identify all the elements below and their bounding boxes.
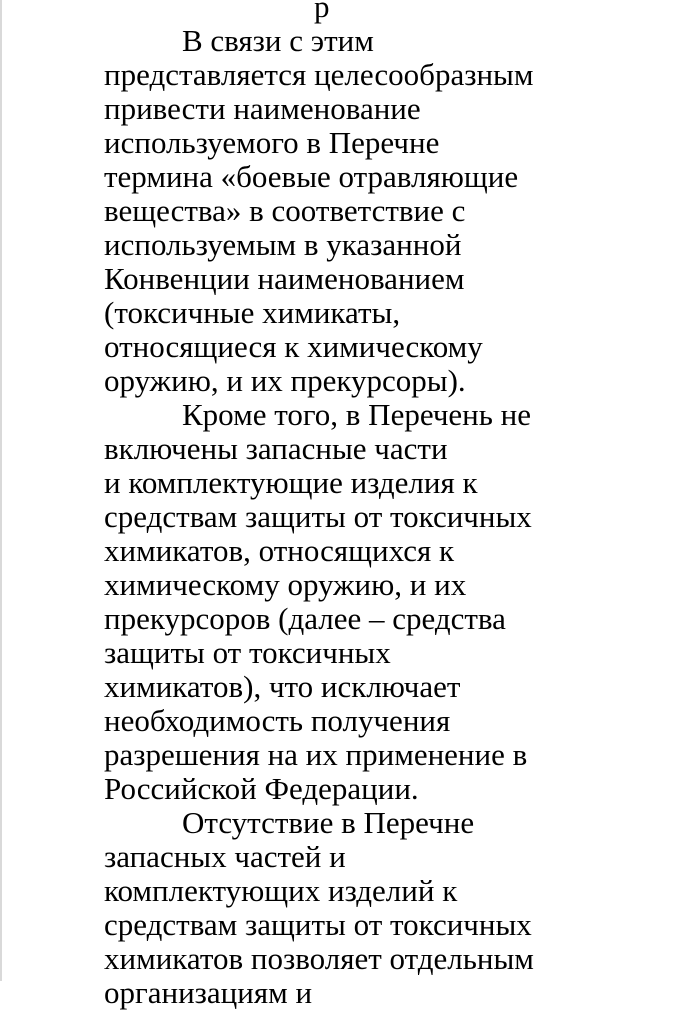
paragraph-line: Отсутствие в Перечне (182, 805, 475, 840)
paragraph-line: прекурсоров (далее – средства (104, 601, 506, 636)
paragraph-line: Российской Федерации. (104, 771, 419, 806)
paragraph-line: химическому оружию, и их (104, 567, 467, 602)
paragraph-line: средствам защиты от токсичных (104, 499, 532, 534)
paragraph-line: вещества» в соответствие с (104, 193, 466, 228)
top-cut-line: р (314, 0, 330, 24)
paragraph-line: защиты от токсичных (104, 635, 391, 670)
paragraph-line: химикатов, относящихся к (104, 533, 455, 568)
paragraph-line: относящиеся к химическому (104, 329, 483, 364)
paragraph-2 (104, 398, 624, 806)
paragraph-line: используемым в указанной (104, 227, 462, 262)
paragraph-line: Конвенции наименованием (104, 261, 465, 296)
paragraph-line: химикатов), что исключает (104, 669, 461, 704)
paragraph-line: представляется целесообразным (104, 57, 534, 92)
paragraph-line: необходимость получения (104, 703, 451, 738)
paragraph-line: оружию, и их прекурсоры). (104, 363, 466, 398)
paragraph-line: привести наименование (104, 91, 421, 126)
paragraph-line: и комплектующие изделия к (104, 465, 478, 500)
paragraph-1 (104, 24, 624, 398)
document-text (104, 0, 624, 1010)
paragraph-line: организациям и (104, 975, 313, 1010)
paragraph-line: средствам защиты от токсичных (104, 907, 532, 942)
page-left-border (0, 0, 2, 981)
paragraph-line: комплектующих изделий к (104, 873, 458, 908)
paragraph-line: используемого в Перечне (104, 125, 440, 160)
paragraph-line: Кроме того, в Перечень не (182, 397, 531, 432)
paragraph-line: (токсичные химикаты, (104, 295, 401, 330)
paragraph-line: термина «боевые отравляющие (104, 159, 519, 194)
paragraph-line: В связи с этим (182, 23, 374, 58)
paragraph-3 (104, 806, 624, 1010)
paragraph-line: химикатов позволяет отдельным (104, 941, 534, 976)
paragraph-line: включены запасные части (104, 431, 448, 466)
paragraph-line: запасных частей и (104, 839, 346, 874)
paragraph-line: разрешения на их применение в (104, 737, 528, 772)
